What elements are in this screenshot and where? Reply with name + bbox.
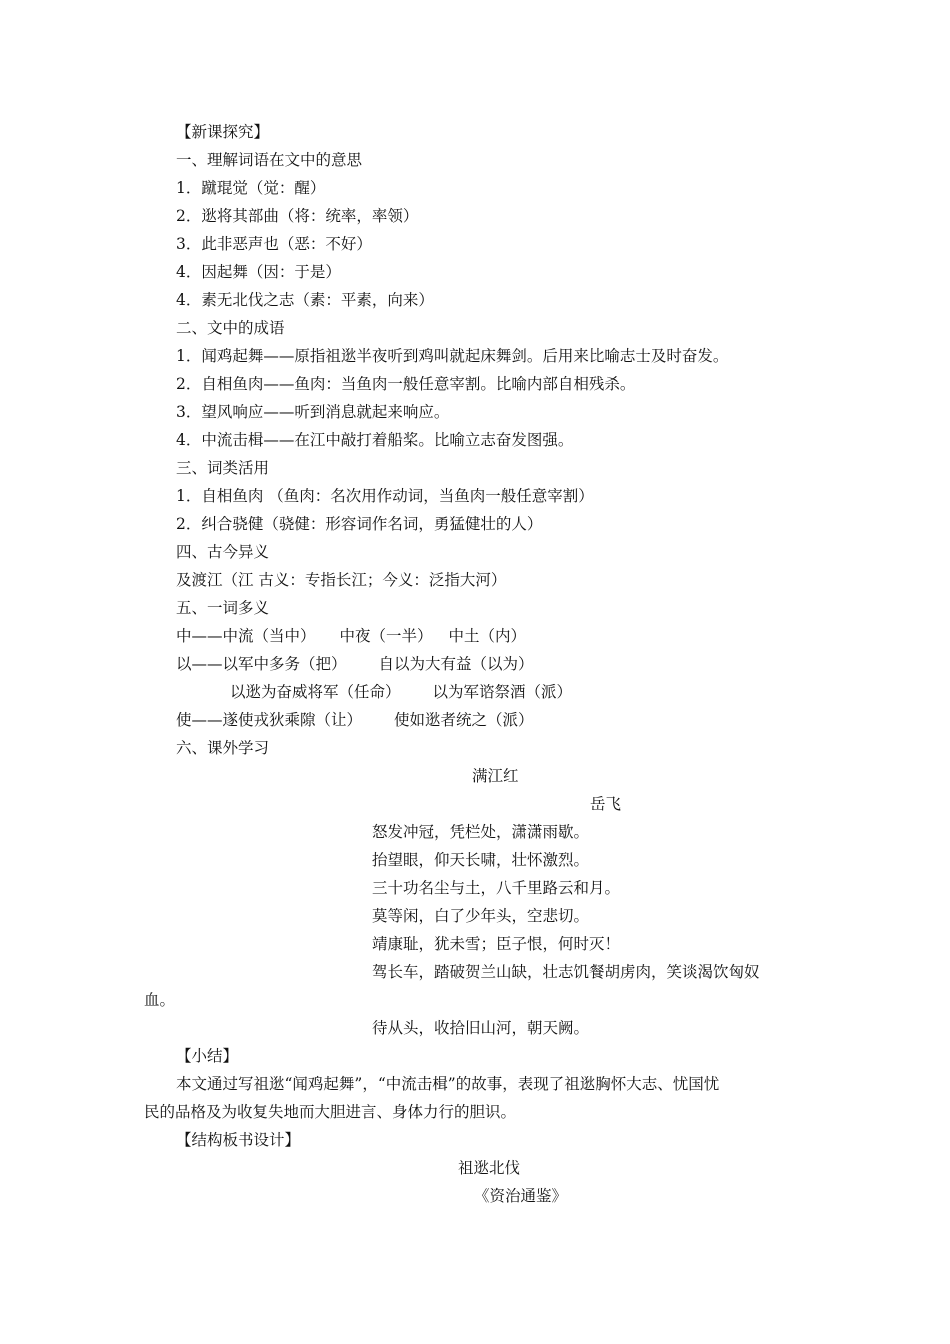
board-heading: 【结构板书设计】 <box>176 1131 301 1149</box>
polysemy-sense: 使如逖者统之（派） <box>394 711 534 729</box>
polysemy-sense: 自以为大有益（以为） <box>378 655 534 673</box>
section-5-title: 五、一词多义 <box>176 599 270 617</box>
idiom-item: 3．望风响应——听到消息就起来响应。 <box>176 403 450 421</box>
idiom-item: 2．自相鱼肉——鱼肉：当鱼肉一般任意宰割。比喻内部自相残杀。 <box>176 375 636 393</box>
section-1-title: 一、理解词语在文中的意思 <box>176 151 363 169</box>
poem-line: 驾长车，踏破贺兰山缺，壮志饥餐胡虏肉，笑谈渴饮匈奴 <box>372 963 760 981</box>
vocab-item: 4．因起舞（因：于是） <box>176 263 341 281</box>
word-class-item: 2．纠合骁健（骁健：形容词作名词，勇猛健壮的人） <box>176 515 543 533</box>
poem-author: 岳飞 <box>590 795 622 813</box>
section-2-title: 二、文中的成语 <box>176 319 285 337</box>
summary-text: 本文通过写祖逖“闻鸡起舞”，“中流击楫”的故事，表现了祖逖胸怀大志、忧国忧 <box>176 1075 720 1093</box>
summary-text: 民的品格及为收复失地而大胆进言、身体力行的胆识。 <box>144 1103 517 1121</box>
polysemy-sense: 中土（内） <box>448 627 527 645</box>
poem-line: 待从头，收拾旧山河，朝天阙。 <box>372 1019 590 1037</box>
board-source: 《资治通鉴》 <box>474 1187 568 1205</box>
section-6-title: 六、课外学习 <box>176 739 270 757</box>
poem-line: 抬望眼，仰天长啸，壮怀激烈。 <box>372 851 590 869</box>
section-3-title: 三、词类活用 <box>176 459 270 477</box>
idiom-item: 1．闻鸡起舞——原指祖逖半夜听到鸡叫就起床舞剑。后用来比喻志士及时奋发。 <box>176 347 729 365</box>
polysemy-sense: 中夜（一半） <box>339 627 433 645</box>
polysemy-row-shi <box>176 710 534 730</box>
summary-heading: 【小结】 <box>176 1047 239 1065</box>
polysemy-row-yi <box>176 654 534 674</box>
idiom-item: 4．中流击楫——在江中敲打着船桨。比喻立志奋发图强。 <box>176 431 574 449</box>
poem-title: 满江红 <box>472 767 519 785</box>
word-class-item: 1．自相鱼肉 （鱼肉：名次用作动词，当鱼肉一般任意宰割） <box>176 487 594 505</box>
polysemy-head: 使——遂使戎狄乘隙（让） <box>176 711 363 729</box>
polysemy-head: 中——中流（当中） <box>176 627 316 645</box>
poem-line: 靖康耻，犹未雪；臣子恨，何时灭！ <box>372 935 621 953</box>
ancient-modern-item: 及渡江（江 古义：专指长江；今义：泛指大河） <box>176 571 507 589</box>
vocab-item: 1．蹴琨觉（觉：醒） <box>176 179 326 197</box>
polysemy-sense: 以逖为奋威将军（任命） <box>230 683 401 701</box>
polysemy-head: 以——以军中多务（把） <box>176 655 347 673</box>
polysemy-sense: 以为军谘祭酒（派） <box>432 683 573 701</box>
vocab-item: 4．素无北伐之志（素：平素，向来） <box>176 291 434 309</box>
vocab-item: 3．此非恶声也（恶：不好） <box>176 235 372 253</box>
board-title: 祖逖北伐 <box>458 1159 521 1177</box>
vocab-item: 2．逖将其部曲（将：统率，率领） <box>176 207 419 225</box>
poem-line: 三十功名尘与土，八千里路云和月。 <box>372 879 621 897</box>
section-4-title: 四、古今异义 <box>176 543 270 561</box>
polysemy-row-yi-cont <box>230 682 572 702</box>
section-heading-new-lesson: 【新课探究】 <box>176 123 270 141</box>
poem-line: 怒发冲冠，凭栏处，潇潇雨歇。 <box>372 823 590 841</box>
polysemy-row-zhong <box>176 626 526 646</box>
poem-line-wrap: 血。 <box>144 991 176 1009</box>
poem-line: 莫等闲，白了少年头，空悲切。 <box>372 907 590 925</box>
